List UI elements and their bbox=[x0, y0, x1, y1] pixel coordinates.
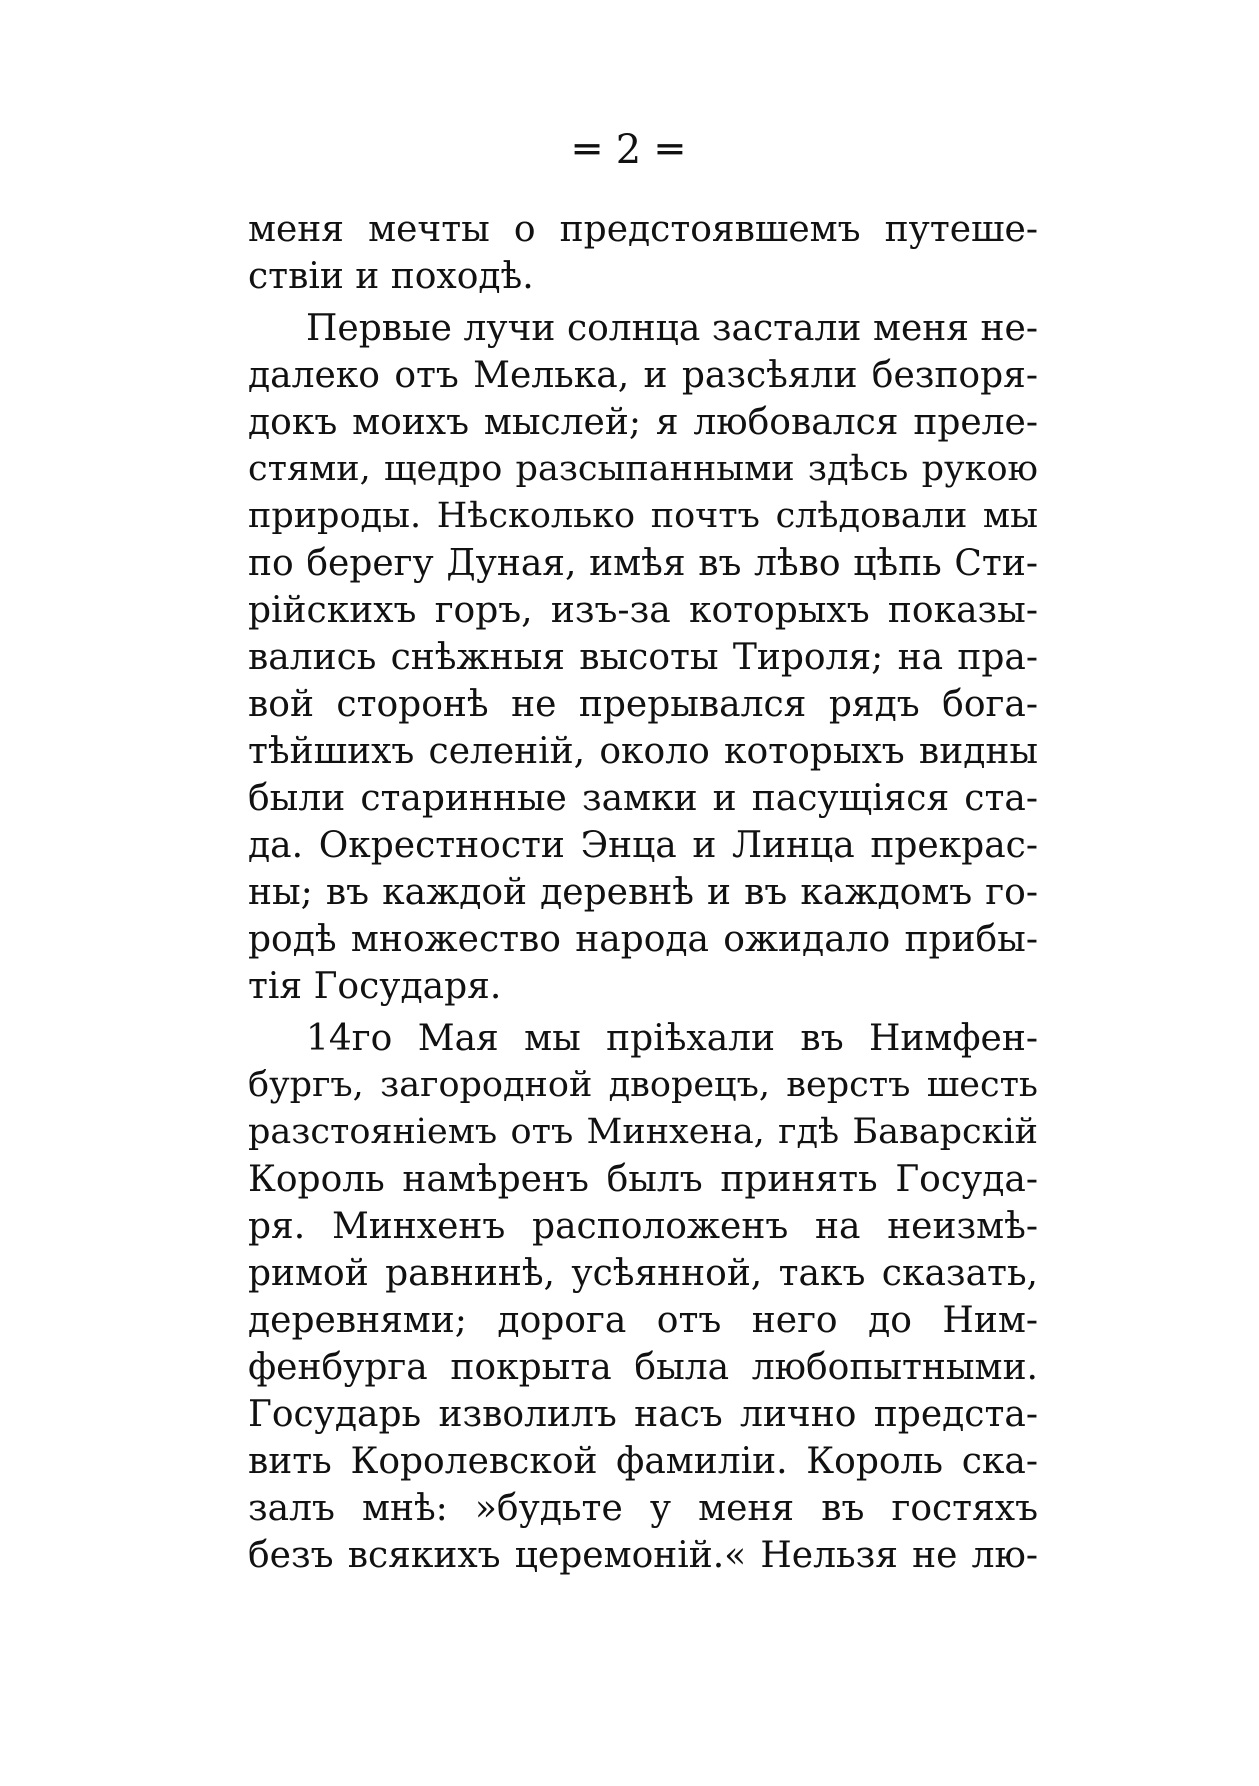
text-line: стями, щедро разсыпанными здѣсь рукою bbox=[248, 449, 1038, 489]
text-line: ствiи и походѣ. bbox=[248, 256, 534, 297]
text-line: по берегу Дуная, имѣя въ лѣво цѣпь Сти- bbox=[248, 543, 1038, 584]
text-line: римой равнинѣ, усѣянной, такъ сказать, bbox=[248, 1253, 1038, 1294]
text-line: Государь изволилъ насъ лично предста- bbox=[248, 1394, 1038, 1435]
text-line: вались снѣжныя высоты Тироля; на пра- bbox=[248, 637, 1038, 678]
text-line: вой сторонѣ не прерывался рядъ бога- bbox=[248, 684, 1038, 725]
text-line: докъ моихъ мыслей; я любовался преле- bbox=[248, 402, 1038, 443]
text-line: тiя Государя. bbox=[248, 966, 502, 1007]
text-line: далеко отъ Мелька, и разсѣяли безпоря- bbox=[248, 355, 1038, 396]
text-line: деревнями; дорога отъ него до Ним- bbox=[248, 1300, 1038, 1341]
paragraph bbox=[248, 206, 1038, 300]
text-line: бургъ, загородной дворецъ, верстъ шесть bbox=[248, 1065, 1038, 1105]
page-number: ═ 2 ═ bbox=[574, 127, 685, 173]
text-line: были старинные замки и пасущiяся ста- bbox=[248, 778, 1038, 819]
text-line: рiйскихъ горъ, изъ-за которыхъ показы- bbox=[248, 590, 1038, 631]
text-line: безъ всякихъ церемонiй.« Нельзя не лю- bbox=[248, 1535, 1038, 1576]
text-line: меня мечты о предстоявшемъ путеше- bbox=[248, 209, 1038, 250]
text-line: ря. Минхенъ расположенъ на неизмѣ- bbox=[248, 1206, 1038, 1247]
text-line: природы. Нѣсколько почтъ слѣдовали мы bbox=[248, 496, 1038, 536]
text-line: вить Королевской фамилiи. Король ска- bbox=[248, 1441, 1038, 1482]
text-line: залъ мнѣ: »будьте у меня въ гостяхъ bbox=[248, 1488, 1038, 1529]
text-line: ны; въ каждой деревнѣ и въ каждомъ го- bbox=[248, 872, 1038, 913]
text-line: разстоянiемъ отъ Минхена, гдѣ Баварскiй bbox=[248, 1112, 1038, 1152]
text-line: тѣйшихъ селенiй, около которыхъ видны bbox=[248, 731, 1038, 772]
text-line: Король намѣренъ былъ принять Госуда- bbox=[248, 1159, 1038, 1200]
text-line: Первые лучи солнца застали меня не- bbox=[306, 308, 1038, 349]
text-line: 14го Мая мы прiѣхали въ Нимфен- bbox=[306, 1018, 1038, 1059]
text-line: родѣ множество народа ожидало прибы- bbox=[248, 919, 1038, 960]
text-line: фенбурга покрыта была любопытными. bbox=[248, 1347, 1038, 1388]
paragraph bbox=[248, 1015, 1038, 1579]
text-line: да. Окрестности Энца и Линца прекрас- bbox=[248, 825, 1038, 866]
body-text bbox=[248, 206, 1038, 1579]
paragraph bbox=[248, 305, 1038, 1010]
